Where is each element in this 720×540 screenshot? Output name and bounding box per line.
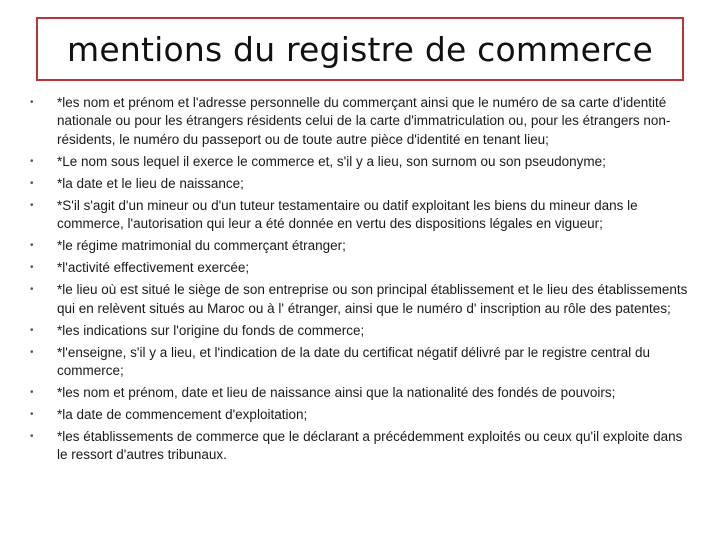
list-item bbox=[28, 237, 694, 255]
bullet-icon: • bbox=[30, 177, 34, 189]
list-item-text: *les nom et prénom et l'adresse personnelle du commerçant ainsi que le numéro de sa carte d'identité nationale ou pour les étrangers résidents celui de la carte d'immatriculation ou, pour les étrangers non-résidents, le numéro du passeport ou de toute autre pièce d'identité en tenant lieu; bbox=[57, 95, 671, 147]
page-title: mentions du registre de commerce bbox=[67, 29, 653, 69]
bullet-icon: • bbox=[30, 240, 34, 252]
list-item bbox=[28, 406, 694, 424]
list-item-text: *la date et le lieu de naissance; bbox=[57, 175, 244, 191]
list-item bbox=[28, 175, 694, 193]
list-item-text: *les établissements de commerce que le déclarant a précédemment exploités ou ceux qu'il exploite dans le ressort d'autres tribunaux. bbox=[57, 429, 683, 463]
list-item-text: *l'enseigne, s'il y a lieu, et l'indication de la date du certificat négatif délivré par le registre central du commerce; bbox=[57, 344, 651, 379]
list-item bbox=[28, 94, 694, 149]
title-box bbox=[36, 17, 684, 81]
mentions-list bbox=[28, 94, 694, 468]
list-item-text: *le régime matrimonial du commerçant étranger; bbox=[57, 238, 346, 254]
list-item-text: *les nom et prénom, date et lieu de naissance ainsi que la nationalité des fondés de pouvoirs; bbox=[57, 385, 616, 401]
list-item bbox=[28, 428, 694, 465]
list-item bbox=[28, 384, 694, 402]
list-item bbox=[28, 197, 694, 234]
bullet-icon: • bbox=[30, 409, 34, 421]
list-item-text: *la date de commencement d'exploitation; bbox=[57, 407, 308, 423]
bullet-icon: • bbox=[30, 97, 34, 108]
bullet-icon: • bbox=[30, 262, 34, 274]
list-item-text: *le lieu où est situé le siège de son entreprise ou son principal établissement et le lieu des établissements qui en relèvent situés au Maroc ou à l' étranger, ainsi que le numéro d' inscription au rôle des patentes; bbox=[57, 282, 688, 316]
list-item-text: *Le nom sous lequel il exerce le commerce et, s'il y a lieu, son surnom ou son pseudonyme; bbox=[57, 153, 606, 169]
list-item bbox=[28, 153, 694, 171]
bullet-icon: • bbox=[30, 387, 34, 399]
list-item bbox=[28, 344, 694, 381]
list-item bbox=[28, 281, 694, 318]
bullet-icon: • bbox=[30, 284, 34, 296]
bullet-icon: • bbox=[30, 431, 34, 443]
list-item-text: *S'il s'agit d'un mineur ou d'un tuteur testamentaire ou datif exploitant les biens du mineur dans le commerce, l'autorisation qui leur a été donnée en vertu des dispositions légales en vigueur; bbox=[57, 197, 638, 232]
bullet-icon: • bbox=[30, 346, 34, 358]
list-item-text: *l'activité effectivement exercée; bbox=[57, 260, 250, 276]
bullet-icon: • bbox=[30, 324, 34, 336]
list-item bbox=[28, 322, 694, 340]
list-item-text: *les indications sur l'origine du fonds de commerce; bbox=[57, 322, 365, 338]
bullet-icon: • bbox=[30, 199, 34, 211]
list-item bbox=[28, 259, 694, 277]
bullet-icon: • bbox=[30, 155, 34, 167]
